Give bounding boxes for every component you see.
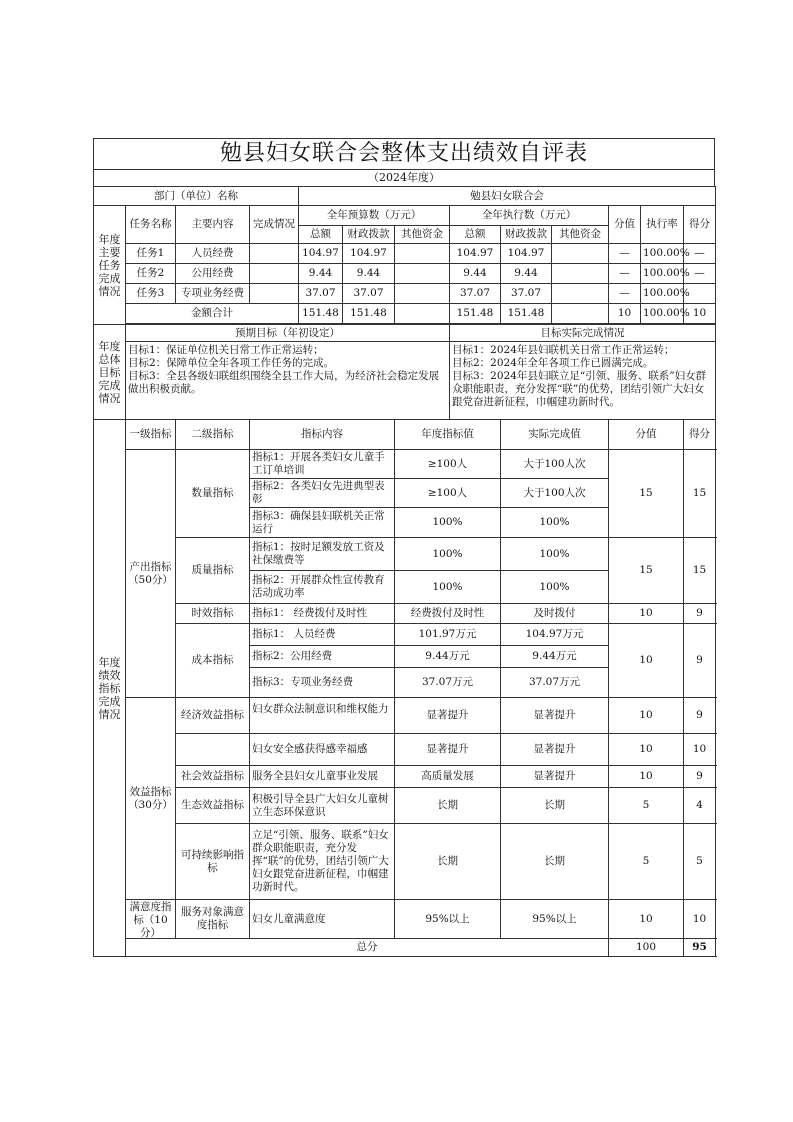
task-content: 人员经费: [176, 244, 250, 264]
table-row: [94, 900, 716, 939]
indicator-target: 100%: [395, 508, 501, 538]
planned-header: 预期目标（年初设定）: [126, 325, 450, 342]
table-row: [94, 604, 716, 624]
table-row: [94, 824, 716, 900]
indicator-target: 长期: [395, 788, 501, 824]
actual-header: 目标实际完成情况: [450, 325, 716, 342]
task-rate: 100.00%: [641, 244, 684, 264]
evaluation-sheet: [93, 138, 715, 957]
dept-value: 勉县妇女联合会: [299, 187, 716, 206]
budget-other: [395, 244, 450, 264]
sum-budget-fiscal: 151.48: [343, 304, 395, 324]
actual-goals: [450, 342, 716, 420]
indicator-target: 显著提升: [395, 734, 501, 766]
indicator-actual: 37.07万元: [501, 668, 609, 698]
table-row: [94, 698, 716, 734]
table-row: [94, 538, 716, 571]
indicator-score: 5: [609, 788, 684, 824]
exec-other: [552, 244, 609, 264]
indicator-actual: 显著提升: [501, 734, 609, 766]
header-exec-fiscal: 财政拨款: [501, 226, 552, 244]
indicator-content: 指标2：各类妇女先进典型表彰: [250, 479, 395, 508]
header-budget-total: 总额: [299, 226, 343, 244]
header-content: 主要内容: [176, 206, 250, 244]
exec-fiscal: 104.97: [501, 244, 552, 264]
sum-rate: 100.00%: [641, 304, 684, 324]
page-title: 勉县妇女联合会整体支出绩效自评表: [93, 138, 715, 169]
budget-total: 104.97: [299, 244, 343, 264]
exec-other: [552, 264, 609, 284]
satisfaction-label: 满意度指标（10分）: [126, 900, 176, 939]
indicator-content: 服务全县妇女儿童事业发展: [250, 766, 395, 788]
task-status: [250, 244, 299, 264]
task-name: 任务3: [126, 284, 176, 304]
quantity-got: 15: [684, 450, 716, 538]
sum-exec-total: 151.48: [450, 304, 501, 324]
indicator-actual: 100%: [501, 571, 609, 604]
benefit-l2: 生态效益指标: [176, 788, 250, 824]
indicator-target: 95%以上: [395, 900, 501, 939]
header-budget-fiscal: 财政拨款: [343, 226, 395, 244]
header-actual: 实际完成值: [501, 420, 609, 450]
task-rate: 100.00%: [641, 284, 684, 304]
quantity-score: 15: [609, 450, 684, 538]
indicator-target: ≥100人: [395, 479, 501, 508]
indicator-content: 指标2：公用经费: [250, 646, 395, 668]
indicator-content: 指标3：专项业务经费: [250, 668, 395, 698]
indicator-content: 指标1： 人员经费: [250, 624, 395, 646]
quality-got: 15: [684, 538, 716, 604]
year-label: （2024年度）: [93, 169, 715, 186]
total-label: 总分: [126, 939, 609, 957]
indicator-actual: 104.97万元: [501, 624, 609, 646]
header-target: 年度指标值: [395, 420, 501, 450]
indicator-target: 高质量发展: [395, 766, 501, 788]
exec-total: 104.97: [450, 244, 501, 264]
quality-label: 质量指标: [176, 538, 250, 604]
budget-fiscal: 9.44: [343, 264, 395, 284]
indicator-got: 4: [684, 788, 716, 824]
task-rate: 100.00%: [641, 264, 684, 284]
indicator-content: 指标3：确保县妇联机关正常运行: [250, 508, 395, 538]
sum-budget-total: 151.48: [299, 304, 343, 324]
table-row: [94, 450, 716, 479]
section1-side-label: 年度主要任务完成情况: [94, 206, 126, 325]
sum-exec-other: [552, 304, 609, 324]
indicator-content: 妇女安全感获得感幸福感: [250, 734, 395, 766]
actual-goal-2: 目标2：2024年全年各项工作已圆满完成。: [452, 357, 654, 369]
timeliness-got: 9: [684, 604, 716, 624]
indicator-target: 显著提升: [395, 698, 501, 734]
indicator-got: 10: [684, 734, 716, 766]
satisfaction-score: 10: [609, 900, 684, 939]
indicator-target: ≥100人: [395, 450, 501, 479]
exec-other: [552, 284, 609, 304]
cost-got: 9: [684, 624, 716, 698]
task-score: —: [609, 284, 641, 304]
indicator-content: 立足“引领、服务、联系”妇女群众职能职责，充分发挥“联”的优势，团结引领广大妇女跟党奋进新征程，巾帼建功新时代。: [250, 824, 395, 900]
timeliness-label: 时效指标: [176, 604, 250, 624]
exec-total: 9.44: [450, 264, 501, 284]
budget-total: 37.07: [299, 284, 343, 304]
indicator-actual: 大于100人次: [501, 450, 609, 479]
section3-side-label: 年度绩效指标完成情况: [94, 420, 126, 957]
planned-goal-1: 目标1：保证单位机关日常工作正常运转；: [128, 344, 324, 356]
header-status: 完成情况: [250, 206, 299, 244]
indicator-score: 10: [609, 734, 684, 766]
task-content: 专项业务经费: [176, 284, 250, 304]
indicator-actual: 长期: [501, 824, 609, 900]
cost-score: 10: [609, 624, 684, 698]
task-name: 任务2: [126, 264, 176, 284]
indicator-got: 5: [684, 824, 716, 900]
header-exec-total: 总额: [450, 226, 501, 244]
task-got: —: [684, 244, 716, 264]
budget-other: [395, 264, 450, 284]
exec-total: 37.07: [450, 284, 501, 304]
table-row: [94, 624, 716, 646]
indicator-target: 9.44万元: [395, 646, 501, 668]
indicator-content: 指标2：开展群众性宣传教育活动成功率: [250, 571, 395, 604]
quantity-label: 数量指标: [176, 450, 250, 538]
benefit-l2: 社会效益指标: [176, 766, 250, 788]
indicator-got: 9: [684, 698, 716, 734]
total-score: 100: [609, 939, 684, 957]
header-indicator-content: 指标内容: [250, 420, 395, 450]
header-budget-other: 其他资金: [395, 226, 450, 244]
satisfaction-l2: 服务对象满意度指标: [176, 900, 250, 939]
indicator-score: 10: [609, 698, 684, 734]
header-indicator-got: 得分: [684, 420, 716, 450]
planned-goal-3: 目标3：全县各级妇联组织围绕全县工作大局，为经济社会稳定发展做出积极贡献。: [128, 370, 440, 395]
indicator-actual: 显著提升: [501, 698, 609, 734]
table-row: [94, 244, 716, 264]
indicator-target: 100%: [395, 538, 501, 571]
indicator-score: 10: [609, 766, 684, 788]
table-row: [94, 788, 716, 824]
header-l2: 二级指标: [176, 420, 250, 450]
indicator-actual: 大于100人次: [501, 479, 609, 508]
indicator-content: 积极引导全县广大妇女儿童树立生态环保意识: [250, 788, 395, 824]
actual-goal-1: 目标1：2024年县妇联机关日常工作正常运转；: [452, 344, 675, 356]
indicator-content: 妇女群众法制意识和维权能力: [250, 698, 395, 734]
indicator-actual: 100%: [501, 538, 609, 571]
header-rate: 执行率: [641, 206, 684, 244]
sum-budget-other: [395, 304, 450, 324]
sum-exec-fiscal: 151.48: [501, 304, 552, 324]
indicator-target: 经费拨付及时性: [395, 604, 501, 624]
header-exec-other: 其他资金: [552, 226, 609, 244]
indicator-content: 妇女儿童满意度: [250, 900, 395, 939]
table-row: [94, 766, 716, 788]
section2-side-label: 年度总体目标完成情况: [94, 325, 126, 420]
indicator-content: 指标1：按时足额发放工资及社保缴费等: [250, 538, 395, 571]
indicator-target: 101.97万元: [395, 624, 501, 646]
benefit-l2: 可持续影响指标: [176, 824, 250, 900]
indicator-actual: 及时拨付: [501, 604, 609, 624]
task-status: [250, 264, 299, 284]
header-indicator-score: 分值: [609, 420, 684, 450]
indicator-content: 指标1：开展各类妇女儿童手工订单培训: [250, 450, 395, 479]
budget-other: [395, 284, 450, 304]
header-budget: 全年预算数（万元）: [299, 206, 450, 226]
header-l1: 一级指标: [126, 420, 176, 450]
indicator-actual: 95%以上: [501, 900, 609, 939]
indicator-actual: 显著提升: [501, 766, 609, 788]
sum-label: 金额合计: [126, 304, 299, 324]
task-name: 任务1: [126, 244, 176, 264]
indicator-actual: 100%: [501, 508, 609, 538]
planned-goals: [126, 342, 450, 420]
benefit-l2: [176, 734, 250, 766]
budget-fiscal: 37.07: [343, 284, 395, 304]
indicator-got: 9: [684, 766, 716, 788]
indicator-actual: 长期: [501, 788, 609, 824]
exec-fiscal: 9.44: [501, 264, 552, 284]
satisfaction-got: 10: [684, 900, 716, 939]
indicator-score: 5: [609, 824, 684, 900]
actual-goal-3: 目标3：2024年县妇联立足“引领、服务、联系”妇女群众职能职责，充分发挥“联”的优势，团结引领广大妇女跟党奋进新征程，巾帼建功新时代。: [452, 370, 707, 408]
task-score: —: [609, 244, 641, 264]
cost-label: 成本指标: [176, 624, 250, 698]
budget-total: 9.44: [299, 264, 343, 284]
dept-label: 部门（单位）名称: [94, 187, 299, 206]
table-row: [94, 284, 716, 304]
header-task-name: 任务名称: [126, 206, 176, 244]
sum-got: 10: [684, 304, 716, 324]
output-label: 产出指标（50分）: [126, 450, 176, 698]
header-exec: 全年执行数（万元）: [450, 206, 609, 226]
indicator-target: 100%: [395, 571, 501, 604]
sum-score: 10: [609, 304, 641, 324]
indicator-content: 指标1： 经费拨付及时性: [250, 604, 395, 624]
header-score: 分值: [609, 206, 641, 244]
indicator-actual: 9.44万元: [501, 646, 609, 668]
benefit-label: 效益指标（30分）: [126, 698, 176, 900]
exec-fiscal: 37.07: [501, 284, 552, 304]
evaluation-table: [93, 186, 716, 957]
total-got: 95: [684, 939, 716, 957]
table-row: [94, 264, 716, 284]
task-score: —: [609, 264, 641, 284]
task-content: 公用经费: [176, 264, 250, 284]
budget-fiscal: 104.97: [343, 244, 395, 264]
sum-row: [94, 304, 716, 324]
table-row: [94, 734, 716, 766]
task-got: —: [684, 264, 716, 284]
indicator-target: 长期: [395, 824, 501, 900]
quality-score: 15: [609, 538, 684, 604]
indicator-target: 37.07万元: [395, 668, 501, 698]
timeliness-score: 10: [609, 604, 684, 624]
planned-goal-2: 目标2：保障单位全年各项工作任务的完成。: [128, 357, 335, 369]
header-got: 得分: [684, 206, 716, 244]
total-row: [94, 939, 716, 957]
task-status: [250, 284, 299, 304]
benefit-l2: 经济效益指标: [176, 698, 250, 734]
